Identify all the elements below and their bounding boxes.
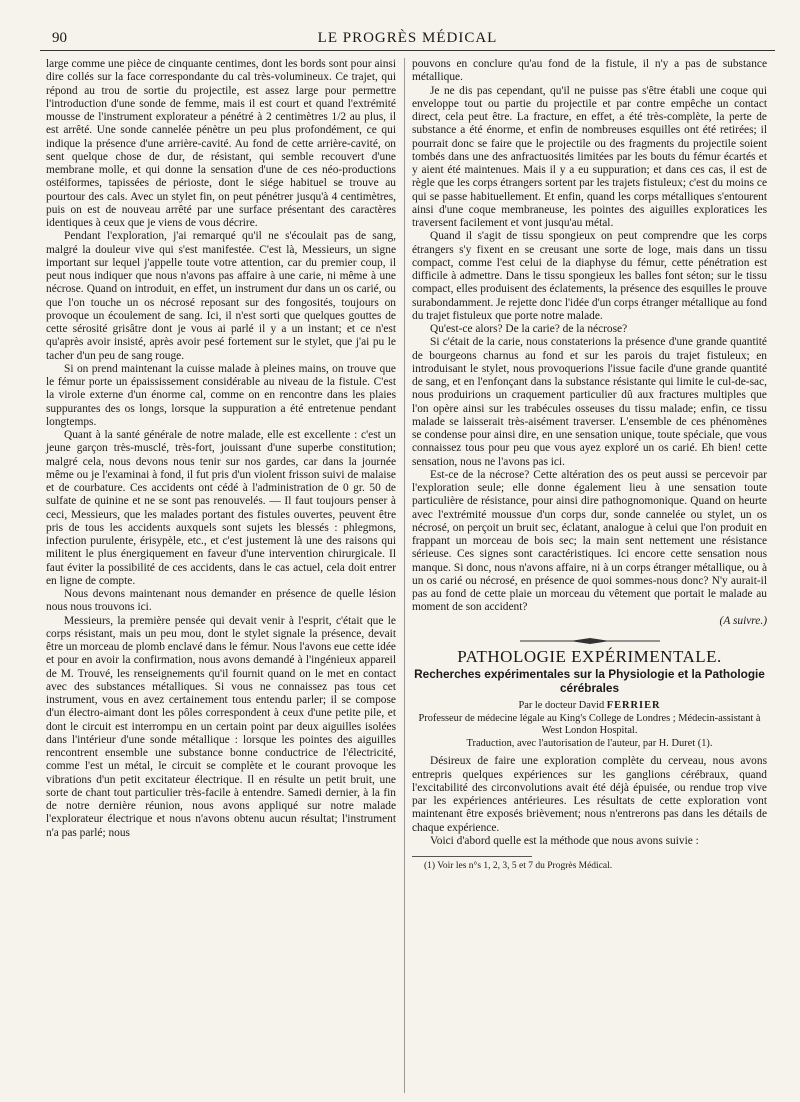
page-number: 90 <box>52 30 67 46</box>
byline-prefix: Par le docteur David <box>518 700 605 711</box>
left-paragraph: large comme une pièce de cinquante centimes, dont les bords sont pour ainsi dire collés sur la face correspondante du cal très-volumineux. Ce trajet, qui répond au trou de sortie du projectile, est assez large pour permettre l'introduction d'une sonde de femme, mais il est court et quand l'extrémité mousse de l'instrument explorateur a pénétré à 2 centimètres 1/2 au plus, il est arrêté. Une sonde cannelée pénètre un peu plus profondément, ce qui indique la présence d'une arrière-cavité. Au fond de cette arrière-cavité, on sent quelque chose de dur, de résistant, qui semble recouvert d'une membrane molle, et qui donne la sensation d'une de ces néo-productions ostéiformes, tapissées de périoste, dont le siége habituel se trouve au pourtour des cals. Avec un stylet fin, on peut pénétrer jusqu'à 4 centimètres, puis on est de nouveau arrêté par une surface présentant des caractères identiques à ceux que je viens de vous décrire. <box>46 58 396 229</box>
left-paragraph: Messieurs, la première pensée qui devait venir à l'esprit, c'était que le corps résistant, mais un peu mou, dont le stylet signale la présence, devait être un morceau de plomb enclavé dans le fémur. Nous l'avons eue cette idée et pour en avoir la confirmation, nous avons demandé à l'ingénieux appareil de M. Trouvé, les renseignements qu'il fournit quand on le met en contact avec des substances métalliques. Si vous ne connaissez pas tous cet instrument, vous en avez certainement tous entendu parler; il se compose d'un électro-aimant dont les pôles correspondent à ceux d'une petite pile, et dont le circuit est interrompu en un certain point par deux aiguilles isolées dans l'intérieur d'une sonde métallique : lorsque les pointes des aiguilles rencontrent ensemble une substance bonne conductrice de l'électricité, comme l'est un métal, le circuit se complète et le courant provoque les vibrations d'un petit excitateur électrique. Il en résulte un petit bruit, une sorte de chant tout particulier très-facile à entendre. Samedi dernier, à la fin de notre dernière réunion, nous avons appliqué sur notre malade l'explorateur électrique et nous n'avons obtenu aucun résultat; l'instrument n'a pas parlé; nous <box>46 614 396 839</box>
left-paragraph: Si on prend maintenant la cuisse malade à pleines mains, on trouve que le fémur porte un épaississement considérable au niveau de la fistule. C'est la virole externe d'un énorme cal, comme on en rencontre dans les plaies suppurantes des os longs, lorsque la suppuration a été entretenue pendant longtemps. <box>46 362 396 428</box>
column-divider <box>404 58 405 1093</box>
section-ornament-divider <box>412 636 767 644</box>
right-paragraph: Je ne dis pas cependant, qu'il ne puisse pas s'être établi une coque qui enveloppe tout ou partie du projectile et par contre empêche un contact direct, cela peut être. La fracture, en effet, a été très-complète, la perte de substance a été énorme, et enfin de nombreuses esquilles ont été retirées; il pourrait donc se faire que le projectile ou des fragments du projectile soient tombés dans une des anfractuosités limitées par les bouts du fémur écartés et y aient été maintenues. Mais il y a eu suppuration; et dans ces cas, il est de règle que les corps étrangers sortent par les trajets fistuleux; c'est du moins ce qui se passe habituellement. Et enfin, quand les corps métalliques s'entourent ainsi d'une coque membraneuse, les pointes des aiguilles exploratices les traversent facilement et vont jusqu'au métal. <box>412 84 767 229</box>
footnote-rule <box>412 856 532 857</box>
right-column <box>412 58 767 872</box>
journal-title: LE PROGRÈS MÉDICAL <box>317 30 498 46</box>
article-paragraph: Désireux de faire une exploration complète du cerveau, nous avons entrepris quelques expériences sur les ganglions cérébraux, quand l'excitabilité des circonvolutions avait été déjà épuisée, ou rendue trop vive par les expériences antérieures. Les résultats de cette exploration vont maintenant être exposés brièvement; nous n'entrerons pas dans les détails de chaque expérience. <box>412 755 767 834</box>
article-title: Recherches expérimentales sur la Physiologie et la Pathologie cérébrales <box>414 667 765 695</box>
left-column <box>46 58 396 840</box>
running-head <box>40 30 775 50</box>
author-affiliation: Professeur de médecine légale au King's College de Londres ; Médecin-assistant à West London Hospital. <box>418 712 761 737</box>
right-paragraph: Est-ce de la nécrose? Cette altération des os peut aussi se percevoir par l'exploration seule; elle donne également lieu à une sensation toute particulière de résistance, pour ainsi dire pathognomonique. Quand on heurte avec l'extrémité moussue d'un corps dur, sonde cannelée ou stylet, un os nécrosé, on perçoit un bruit sec, éclatant, analogue à celui que l'on produit en frappant un morceau de bois sec; la main sent nettement une résistance sérieuse. Ces signes sont caractéristiques. Ici encore cette sensation nous manque. Si donc, nous n'avons affaire, ni à un corps étranger métallique, ou à un os carié ou nécrosé, en présence de quoi sommes-nous donc? N'y aurait-il pas au fond de cette plaie un morceau du vêtement que portait le malade au moment de son accident? <box>412 468 767 614</box>
article-paragraph: Voici d'abord quelle est la méthode que nous avons suivie : <box>430 834 699 847</box>
to-be-continued: (A suivre.) <box>719 614 767 627</box>
right-paragraph: pouvons en conclure qu'au fond de la fistule, il n'y a pas de substance métallique. <box>412 58 767 84</box>
right-paragraph: Qu'est-ce alors? De la carie? de la nécrose? <box>430 323 628 335</box>
author-name: FERRIER <box>606 700 661 711</box>
footnote: (1) Voir les n°s 1, 2, 3, 5 et 7 du Progrès Médical. <box>424 861 613 872</box>
left-paragraph: Quant à la santé générale de notre malade, elle est excellente : c'est un jeune garçon très-musclé, très-fort, jouissant d'une superbe constitution; malgré cela, nous devons nous tenir sur nos gardes, car dans la journée même ou je l'examinai à fond, il fut pris d'un violent frisson suivi de malaise et de courbature. Ces accidents ont cédé à l'administration de 0 gr. 50 de sulfate de quinine et ne se sont pas renouvelés. — Il faut toujours penser à ceci, Messieurs, que les malades portant des fistules ouvertes, peuvent être pris de tous les accidents auxquels sont sujets les blessés : phlegmons, infection purulente, érisypèle, etc., et c'est justement là une des raisons qui militent le plus énergiquement en faveur d'une intervention chirurgicale. Il faut éviter la possibilité de ces accidents, dans le cas actuel, cela doit entrer en ligne de compte. <box>46 429 396 587</box>
byline <box>412 700 767 750</box>
right-paragraph: Si c'était de la carie, nous constaterions la présence d'une grande quantité de bourgeons charnus au fond et sur les parois du trajet fistuleux; en introduisant le stylet, nous provoquerions l'issue facile d'une grande quantité de sang, et en l'enfonçant dans la substance résistante qui limite le cul-de-sac, nous produirions un craquement particulier dû aux fractures multiples que l'on opère ainsi sur les trabécules osseuses du tissu malade; enfin, ce tissu malade se laisserait très-aisément traverser. L'ensemble de ces phénomènes se condense pour ainsi dire, en une sensation unique, toute spéciale, que vous connaissez tous pour peu que vous ayez exploré un os carié. Eh bien! cette sensation, nous ne l'avons pas ici. <box>412 336 767 468</box>
header-rule <box>40 50 775 51</box>
section-title: PATHOLOGIE EXPÉRIMENTALE. <box>457 646 722 666</box>
left-paragraph: Pendant l'exploration, j'ai remarqué qu'il ne s'écoulait pas de sang, malgré la douleur vive qui s'est manifestée. C'est là, Messieurs, un signe important sur lequel j'appelle toute votre attention, car du premier coup, il peut nous indiquer que nous n'avons pas affaire à une carie, ni même à une nécrose. Quand on introduit, en effet, un instrument dur dans un os carié, ou que l'on touche un os nécrosé reposant sur des fongosités, toujours on provoque un écoulement de sang. Ici, il n'est sorti que quelques gouttes de cette sérosité grisâtre dont je vous ai parlé il y a un instant; et ce n'est qu'après avoir insisté, après avoir pesé fortement sur le stylet, que j'ai pu le tacher d'un peu de sang rouge. <box>46 230 396 362</box>
translation-note: Traduction, avec l'autorisation de l'auteur, par H. Duret (1). <box>466 737 713 749</box>
right-paragraph: Quand il s'agit de tissu spongieux on peut comprendre que les corps étrangers s'y fixent en se creusant une sorte de loge, mais dans un tissu compact, comme l'est celui de la diaphyse du fémur, cette pénétration est difficile à admettre. Dans le tissu spongieux les balles font séton; sur le tissu compact, elles produisent des éclatements, la présence des esquilles le prouve surabondamment. Je rejette donc l'idée d'un corps étranger métallique au fond du trajet fistuleux que porte notre malade. <box>412 230 767 322</box>
left-paragraph: Nous devons maintenant nous demander en présence de quelle lésion nous nous trouvons ici. <box>46 588 396 614</box>
